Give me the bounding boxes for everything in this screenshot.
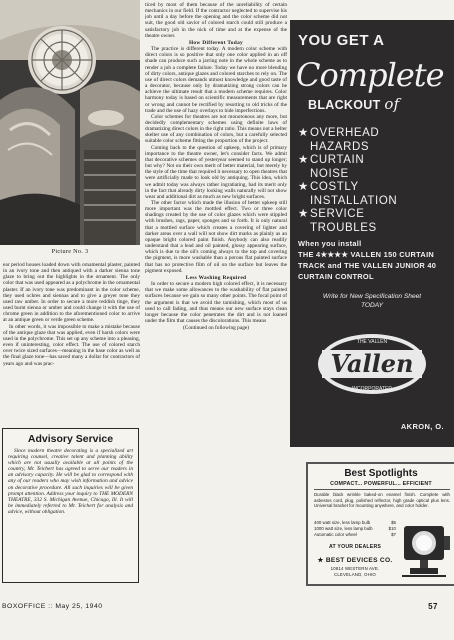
ad-feature-costly-installation [298, 180, 397, 208]
star-icon: ★ [298, 208, 309, 220]
page-footer [0, 601, 454, 615]
spotlight-icon [400, 518, 452, 582]
feature-line: TROUBLES [310, 222, 377, 234]
price-value: $7 [391, 531, 396, 537]
article-paragraph: In other words, it was impossible to make a mistake because of the antique glaze that was applied, even if harsh colors were used in the polychrome. This set up any scheme into a pleasing, even if uninteresting, color effect. The use of colored starch over twice sized surfaces—meaning in the base color as well as the final glaze tone—has saved many a dollar for contractors of years ago and was prac- [3, 323, 140, 367]
star-icon: ★ [298, 181, 309, 193]
logo-wordmark: Vallen [330, 349, 414, 378]
photo-caption: Picture No. 3 [0, 246, 140, 258]
star-icon: ★ [298, 127, 309, 139]
theatre-ceiling-photo [0, 0, 140, 245]
ad-install-text [298, 238, 448, 282]
advisory-title: Advisory Service [27, 433, 114, 445]
address-line: 10814 WESTERN AVE. [330, 566, 380, 571]
best-spotlights-advertisement [306, 462, 454, 586]
feature-line: COSTLY [310, 181, 359, 193]
price-value: $10 [388, 525, 396, 531]
best-ad-price-list [314, 520, 396, 537]
article-paragraph: Coming back to the question of upkeep, which is of primary importance to the theatre owner, let's consider facts. We admit that decorative schemes of yesteryear seemed to stand up longer; but why? Not on their own merit of better material, but merely by the style of the time that required it necessary to open theatres that were artificially made to look old by antiquing. This idea, which we admit today was always rather ingratiating, had its merit only in the fact that already dirty looking walls naturally will not show wear and additional dirt as much as new bright surfaces. [145, 144, 287, 200]
best-ad-subtitle: COMPACT... POWERFUL... EFFICIENT [330, 481, 432, 487]
star-icon: ★ [298, 154, 309, 166]
continued-note: (Continued on following page) [182, 325, 250, 332]
logo-bottom-text: INCORPORATED [352, 386, 392, 392]
company-name: BEST DEVICES CO. [325, 557, 393, 564]
vallen-advertisement [290, 20, 454, 447]
ad-product-line: THE 4★★★★ VALLEN 150 CURTAIN TRACK and THE VALLEN JUNIOR 40 CURTAIN CONTROL [298, 250, 437, 281]
feature-line: OVERHEAD [310, 127, 380, 139]
ad-feature-curtain-noise [298, 153, 364, 181]
article-paragraph: ticed by most of them because of the unreliability of certain mechanics in our field. If the contractor neglected to supervise his job until a day before the opening and the color scheme did not suit, the good old savior of colored starch could still produce a satisfactory job in the nick of time and at the expense of the theatre owner. [145, 2, 287, 39]
best-ad-company [314, 556, 396, 564]
price-label: Automatic color wheel [314, 531, 357, 537]
ad-today-line: TODAY [360, 302, 384, 309]
price-row [314, 532, 396, 538]
star-icon: ★ [317, 557, 324, 564]
address-line: CLEVELAND, OHIO [334, 571, 376, 577]
ad-city: AKRON, O. [400, 422, 444, 431]
article-paragraph: In order to secure a modern high colored effect, it is necessary that we make some allowances to the washability of flat painted surfaces because we gain so many other points. The focal point of the argument is that we avoid the tarnishing, which most of us used to call fading, and thus means our new surface stays clean longer because the color penetrates the dirt and is not loaned under the film that causes the discolorations. This means [145, 281, 287, 324]
article-paragraph: Color schemes for theatres are not monotonous any more, but decidedly complementary schemes using definite laws of dramatizing direct colors in the right ratio. This means not a helter skelter use of any combination of colors, but a carefully selected suitable color scheme fitting the proportion of the project. [145, 113, 287, 145]
vallen-logo [316, 320, 428, 416]
best-ad-description: Durable black wrinkle baked-on enamel finish. Complete with asbestos cord, plug, polished reflector, high grade optical plus lens. Universal bracket for mounting anywhere, and color holder. [314, 492, 450, 508]
ad-write-line: Write for New Specification Sheet [322, 293, 422, 300]
page-number: 57 [428, 602, 438, 611]
article-paragraph: The other factor which made the illusion of better upkeep still more important was the mottled effect. Two or three color shadings created by the use of color glazes which were stippled with brushes, rags, paper, sponges and so forth. It is only natural that a mottled surface which creates a covering of lighter and darker areas over a wall will not show dirt marks as plainly as an opaque bright colored paint finish. Anybody can also readily understand that a lead and oil painted, glossy appearing surface, which is due to the oil's coming always to the top and covering the pigment, is more washable than a porous flat painted surface that has no protective film of oil on the surface but leaves the pigment exposed. [145, 200, 287, 274]
feature-line: CURTAIN [310, 154, 365, 166]
advisory-service-box [2, 428, 139, 583]
best-ad-address [314, 566, 396, 577]
feature-line: INSTALLATION [310, 195, 398, 207]
best-ad-title: Best Spotlights [344, 468, 418, 479]
footer-publication: BOXOFFICE :: May 25, 1940 [2, 603, 103, 610]
divider [314, 489, 450, 490]
best-ad-dealers: AT YOUR DEALERS [328, 544, 382, 550]
ad-of-word: of [384, 95, 400, 113]
feature-line: NOISE [310, 168, 349, 180]
ad-feature-overhead-hazards [298, 126, 379, 154]
feature-line: HAZARDS [310, 141, 370, 153]
article-column-1 [0, 262, 140, 422]
ad-headline: YOU GET A [298, 32, 385, 49]
price-label: 1000 watt size, less lamp bulb [314, 525, 373, 531]
price-value: $5 [391, 520, 396, 525]
ad-write-cta [290, 292, 454, 310]
ad-when-line: When you install [298, 239, 362, 248]
article-column-2 [145, 2, 287, 585]
article-paragraph: The practice is different today. A modern color scheme with direct colors is so positive that only one color applied in an off shade can produce such a jarring note in the whole scheme as to render a job a complete failure. Today we have no more blending of dirty colors, antique glazes and colored starches to rely on. The use of direct colors demands utmost knowledge and good taste of a decorator, because only by dramatizing strong colors can he achieve the ultimate result that a modern scheme requires. Color harmony today is based on scientific measurements that are right or wrong and cannot be rectified by resorting to old tricks of the trade and the use of hazy overlays to hide imperfections. [145, 46, 287, 114]
ad-blackout-word: BLACKOUT [308, 98, 381, 112]
logo-top-text: THE VALLEN [356, 339, 388, 345]
advisory-text: Since modern theatre decorating is a specialized art requiring counsel, creative talent and planning ability which are not usually available at all points of the country, Mr. Teichert has agreed to serve our readers in an advisory capacity. He will be glad to correspond with any of our readers who may wish information and advice on decorative procedure. All such inquiries will be given prompt attention. Address your inquiry to THE MODERN THEATRE, 332 S. Michigan Avenue, Chicago, Ill. It will be immediately referred to Mr. Teichert for analysis and advice, without obligation. [8, 448, 133, 515]
ad-script-complete: Complete [296, 56, 444, 94]
price-label: 400 watt size, less lamp bulb [314, 520, 371, 525]
feature-line: SERVICE [310, 208, 365, 220]
section-heading: Less Washing Required [185, 274, 247, 281]
article-paragraph: ear period houses loaded down with ornamental plaster, painted in an ivory tone and then antiqued with a darker sienna tone glaze to bring out the highlights in the ornament. The only color that was used appeared as a polychrome in the ornamental plaster. If an ivory tone was predominant in the color scheme, they used ochres and siennas and to give a greyer tone they used raw umber. In order to secure a more reddish tinge, they used burnt sienna or umber and could change it with the use of chrome green in addition to the aforementioned color to arrive at an antique green or verde green scheme. [3, 262, 140, 324]
ad-feature-service-troubles [298, 207, 377, 235]
section-heading: How Different Today [188, 39, 244, 46]
ad-blackout-line [308, 95, 400, 113]
